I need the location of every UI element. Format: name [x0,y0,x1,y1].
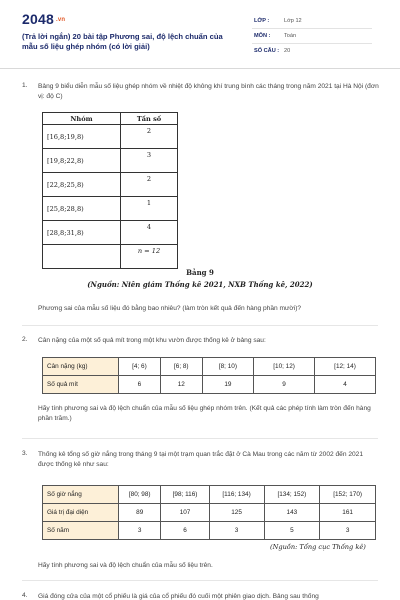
site-logo[interactable] [22,11,65,27]
frequency-cell: 2 [121,173,178,197]
question-4-text: Giá đóng cửa của một cổ phiếu là giá của cổ phiếu đó cuối một phiên giao dịch. Bảng sau thống [38,593,319,600]
row-header: Giá trị đại diện [43,504,119,522]
years-cell: 5 [264,522,320,540]
years-cell: 3 [119,522,161,540]
column-header-group: Nhóm [43,113,121,125]
row-header: Số giờ nắng [43,486,119,504]
row-header: Số năm [43,522,119,540]
count-cell: 6 [119,376,161,394]
question-number: 1. [22,82,28,89]
interval-cell: [4; 6) [119,358,161,376]
logo-text: 2048 [22,11,54,27]
count-cell: 19 [202,376,253,394]
group-cell: [16,8;19,8) [43,125,121,149]
question-divider [22,325,378,326]
frequency-cell: 4 [121,221,178,245]
question-2-text: Cân nặng của một số quả mít trong một khu vườn được thống kê ở bảng sau: [38,337,266,344]
interval-cell: [12; 14) [315,358,376,376]
frequency-cell: 1 [121,197,178,221]
question-1-prompt: Phương sai của mẫu số liệu đó bằng bao nhiêu? (làm tròn kết quả đến hàng phần mười)? [38,305,302,312]
interval-cell: [8; 10) [202,358,253,376]
question-1-text: Bảng 9 biểu diễn mẫu số liệu ghép nhóm về nhiệt độ không khí trung bình các tháng trong năm 2021 tại Hà Nội (đơn vị: độ C) [38,83,379,100]
interval-cell: [6; 8) [160,358,202,376]
representative-cell: 161 [320,504,376,522]
table-row [43,173,178,197]
question-3-text: Thống kê tổng số giờ nắng trong tháng 9 tại một trạm quan trắc đặt ở Cà Mau trong các năm từ 2002 đến 2021 được thống kê như sau: [38,451,363,468]
meta-value: Lớp 12 [284,18,302,24]
meta-value: Toán [284,33,297,39]
logo-suffix: .vn [55,17,66,24]
question-divider [22,438,378,439]
table-row-total [43,245,178,269]
frequency-cell: 3 [121,149,178,173]
representative-cell: 143 [264,504,320,522]
interval-cell: [10; 12) [254,358,315,376]
table-row [43,125,178,149]
representative-cell: 125 [209,504,264,522]
weight-table [42,357,376,394]
group-cell: [19,8;22,8) [43,149,121,173]
sunshine-table [42,485,376,540]
count-cell: 9 [254,376,315,394]
page-header [0,0,400,69]
meta-divider [252,43,372,44]
representative-cell: 107 [161,504,209,522]
table-row [43,221,178,245]
question-2-prompt: Hãy tính phương sai và độ lệch chuẩn của mẫu số liệu ghép nhóm trên. (Kết quả các phép tính làm tròn đến hàng phần trăm.) [38,405,371,422]
meta-key: LỚP : [254,18,270,24]
table-caption: Bảng 9 [186,268,214,277]
meta-key: SỐ CÂU : [254,48,280,54]
interval-cell: [98; 116) [161,486,209,504]
table-row [43,149,178,173]
group-cell: [25,8;28,8) [43,197,121,221]
question-number: 3. [22,450,28,457]
question-3-prompt: Hãy tính phương sai và độ lệch chuẩn của mẫu số liệu trên. [38,562,213,569]
meta-value: 20 [284,48,291,54]
meta-key: MÔN : [254,33,271,39]
years-cell: 3 [320,522,376,540]
table-row [43,376,376,394]
interval-cell: [80; 98) [119,486,161,504]
table-row [43,486,376,504]
interval-cell: [152; 170) [320,486,376,504]
empty-cell [43,245,121,269]
representative-cell: 89 [119,504,161,522]
table-row [43,522,376,540]
question-number: 4. [22,592,28,599]
interval-cell: [134; 152) [264,486,320,504]
question-number: 2. [22,336,28,343]
column-header-frequency: Tần số [121,113,178,125]
group-cell: [22,8;25,8) [43,173,121,197]
row-header: Cân nặng (kg) [43,358,119,376]
table-row [43,358,376,376]
question-divider [22,580,378,581]
row-header: Số quả mít [43,376,119,394]
total-cell: n = 12 [121,245,178,269]
meta-divider [252,28,372,29]
frequency-cell: 2 [121,125,178,149]
interval-cell: [116; 134) [209,486,264,504]
table-source: (Nguồn: Tổng cục Thống kê) [270,543,366,551]
document-title: (Trả lời ngắn) 20 bài tập Phương sai, độ lệch chuẩn của mẫu số liệu ghép nhóm (có lời giải) [22,32,223,51]
table-source: (Nguồn: Niên giám Thống kê 2021, NXB Thống kê, 2022) [87,280,313,289]
years-cell: 3 [209,522,264,540]
frequency-table [42,112,178,269]
count-cell: 4 [315,376,376,394]
table-row [43,504,376,522]
years-cell: 6 [161,522,209,540]
count-cell: 12 [160,376,202,394]
group-cell: [28,8;31,8) [43,221,121,245]
table-row [43,197,178,221]
